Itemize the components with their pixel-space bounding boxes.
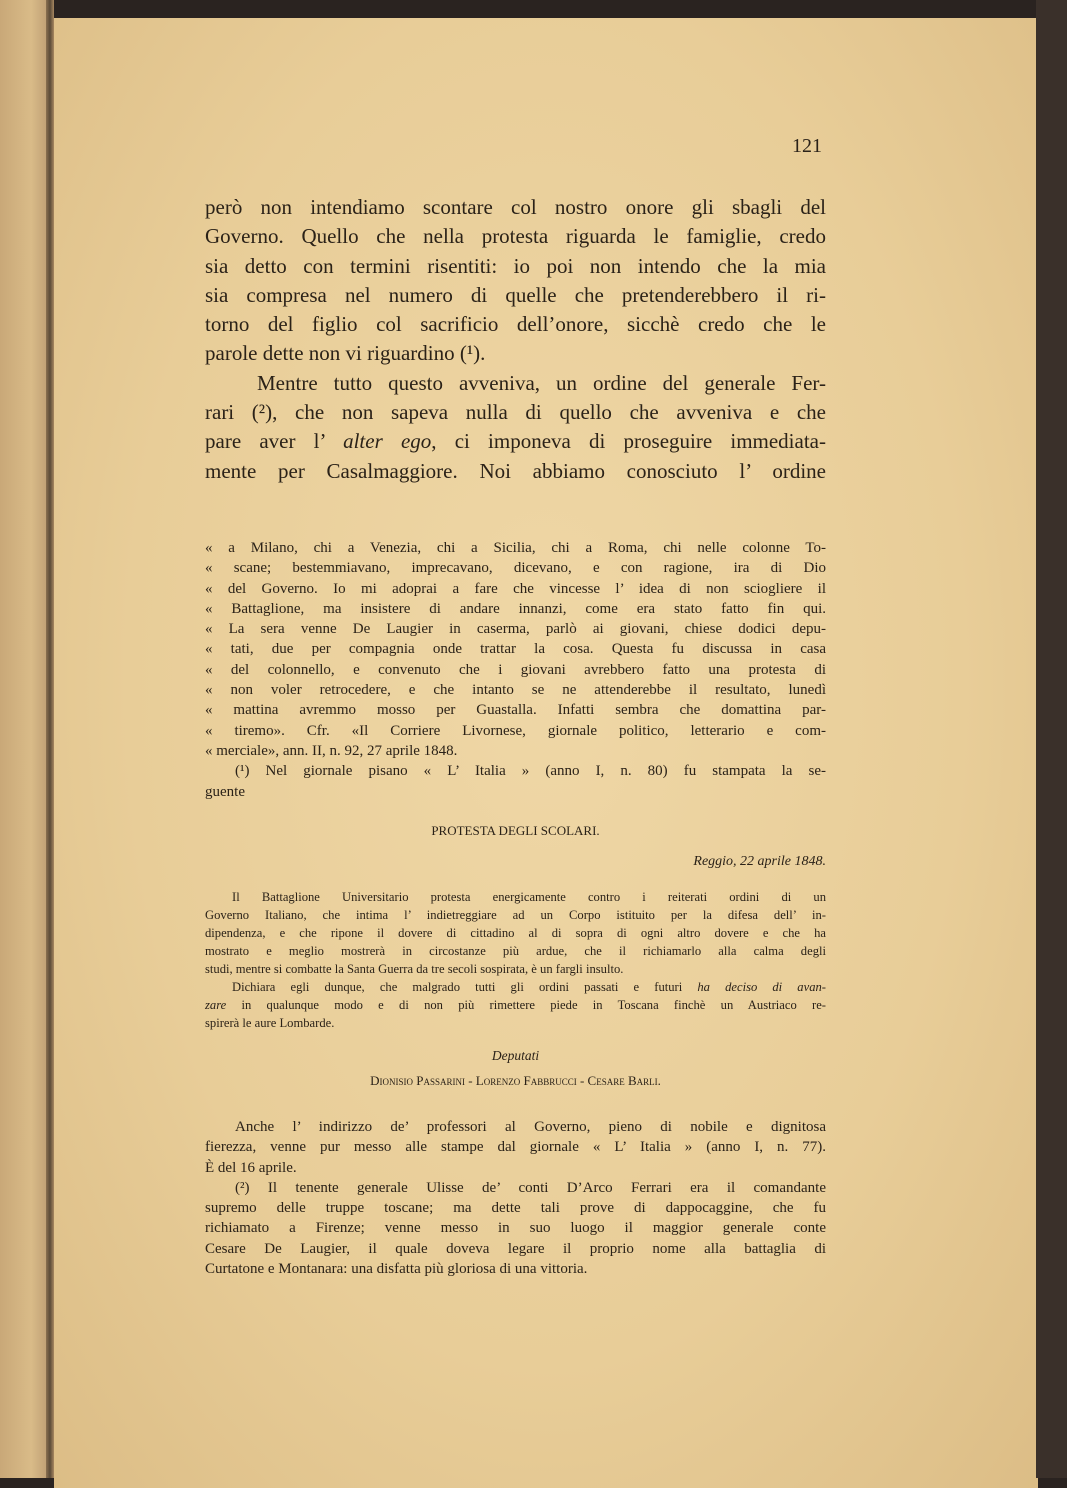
text-line: [205, 558, 826, 578]
protest-place-date: Reggio, 22 aprile 1848.: [693, 854, 826, 869]
text-line: [205, 996, 826, 1014]
scan-background: [1036, 0, 1067, 1478]
text-span: spirerà le aure Lombarde.: [205, 1016, 335, 1030]
text-line: [205, 281, 826, 310]
italic-text: alter ego: [343, 429, 432, 454]
text-span: studi, mentre si combatte la Santa Guerra da tre secoli sospirata, è un fargli insulto.: [205, 962, 624, 976]
text-span: fierezza, venne pur messo alle stampe dal giornale « L’ Italia » (anno I, n. 77).: [205, 1139, 826, 1156]
book-spine: [46, 0, 54, 1478]
italic-text: ha deciso di avan-: [697, 980, 826, 994]
text-span: (²) Il tenente generale Ulisse de’ conti D’Arco Ferrari era il comandante: [235, 1179, 826, 1196]
text-line: [205, 579, 826, 599]
text-span: dipendenza, e che ripone il dovere di cittadino al di sopra di ogni altro dovere e che ha: [205, 926, 826, 940]
text-span: « non voler retrocedere, e che intanto se ne attenderebbe il resultato, lunedì: [205, 682, 826, 699]
text-line: [205, 888, 826, 906]
text-line: [205, 193, 826, 222]
text-span: mostrato e meglio mostrerà in circostanze più ardue, che il richiamarlo alla calma degli: [205, 944, 826, 958]
text-span: « tiremo». Cfr. «Il Corriere Livornese, giornale politico, letterario e com-: [205, 722, 826, 739]
text-line: [205, 782, 826, 802]
text-line: [205, 1137, 826, 1157]
signature-label: Deputati: [491, 1048, 540, 1063]
italic-text: zare: [205, 998, 227, 1012]
main-text: [205, 193, 826, 486]
text-line: [205, 599, 826, 619]
text-line: [205, 538, 826, 558]
text-span: pare aver l’: [205, 429, 344, 454]
text-span: « mattina avremmo mosso per Guastalla. Infatti sembra che domattina par-: [205, 702, 826, 719]
text-line: [205, 639, 826, 659]
protest-document: [205, 822, 826, 1090]
text-span: « La sera venne De Laugier in caserma, parlò ai giovani, chiese dodici depu-: [205, 621, 826, 638]
footnote-1-continued: [205, 538, 826, 802]
text-span: È del 16 aprile.: [205, 1159, 297, 1176]
text-line: [205, 369, 826, 398]
text-line: [205, 1239, 826, 1259]
text-line: [205, 1259, 826, 1279]
text-line: [205, 978, 826, 996]
text-span: guente: [205, 783, 245, 800]
text-line: [205, 1158, 826, 1178]
text-span: « Battaglione, ma insistere di andare innanzi, come era stato fatto fin qui.: [205, 600, 826, 617]
footnote-2: [205, 1117, 826, 1279]
text-span: Cesare De Laugier, il quale doveva legare il proprio nome alla battaglia di: [205, 1240, 826, 1257]
text-span: (¹) Nel giornale pisano « L’ Italia » (anno I, n. 80) fu stampata la se-: [235, 763, 826, 780]
text-line: [205, 1178, 826, 1198]
text-line: [205, 1014, 826, 1032]
text-span: Curtatone e Montanara: una disfatta più gloriosa di una vittoria.: [205, 1261, 588, 1278]
text-line: [205, 680, 826, 700]
text-span: però non intendiamo scontare col nostro onore gli sbagli del: [205, 195, 826, 219]
text-span: « del colonnello, e convenuto che i giovani avrebbero fatto una protesta di: [205, 661, 826, 678]
text-span: « tati, due per compagnia onde trattar la cosa. Questa fu discussa in casa: [205, 641, 826, 658]
text-line: [205, 924, 826, 942]
text-line: [205, 761, 826, 781]
text-span: rari (²), che non sapeva nulla di quello che avveniva e che: [205, 400, 826, 425]
text-span: Mentre tutto questo avveniva, un ordine del generale Fer-: [257, 370, 826, 395]
text-span: torno del figlio col sacrificio dell’onore, sicchè credo che le: [205, 312, 826, 337]
text-line: [205, 660, 826, 680]
page-number: 121: [792, 135, 822, 157]
text-span: mente per Casalmaggiore. Noi abbiamo conosciuto l’ ordine: [205, 458, 826, 483]
text-line: [205, 427, 826, 456]
text-line: [205, 398, 826, 427]
text-line: [205, 960, 826, 978]
text-span: sia detto con termini risentiti: io poi non intendo che la mia: [205, 253, 826, 278]
text-span: Governo. Quello che nella protesta riguarda le famiglie, credo: [205, 224, 826, 249]
text-line: [205, 721, 826, 741]
text-span: Anche l’ indirizzo de’ professori al Governo, pieno di nobile e dignitosa: [235, 1119, 826, 1135]
text-line: [205, 222, 826, 251]
text-line: [205, 1117, 826, 1137]
protest-body: [205, 888, 826, 1032]
text-line: [205, 310, 826, 339]
text-line: [205, 457, 826, 486]
text-span: , ci imponeva di proseguire immediata-: [431, 429, 826, 454]
text-span: « merciale», ann. II, n. 92, 27 aprile 1848.: [205, 742, 458, 759]
text-span: Governo Italiano, che intima l’ indietreggiare ad un Corpo istituito per la difesa dell’ in-: [205, 908, 826, 922]
text-line: [205, 741, 826, 761]
text-line: [205, 700, 826, 720]
text-line: [205, 619, 826, 639]
text-line: [205, 1198, 826, 1218]
text-line: [205, 339, 826, 368]
text-line: [205, 942, 826, 960]
signatories: Dionisio Passarini - Lorenzo Fabbrucci - Cesare Barli.: [370, 1073, 661, 1088]
text-span: « a Milano, chi a Venezia, chi a Sicilia, chi a Roma, chi nelle colonne To-: [205, 540, 826, 556]
facing-page-edge: [0, 0, 52, 1478]
protest-title: PROTESTA DEGLI SCOLARI.: [431, 823, 600, 838]
text-line: [205, 906, 826, 924]
text-span: « del Governo. Io mi adoprai a fare che vincesse l’ idea di non sciogliere il: [205, 580, 826, 597]
text-span: supremo delle truppe toscane; ma dette tali prove di dappocaggine, che fu: [205, 1200, 826, 1217]
text-span: sia compresa nel numero di quelle che pretenderebbero il ri-: [205, 282, 826, 307]
text-span: richiamato a Firenze; venne messo in suo luogo il maggior generale conte: [205, 1220, 826, 1237]
text-span: Dichiara egli dunque, che malgrado tutti gli ordini passati e futuri: [232, 980, 698, 994]
text-span: in qualunque modo e di non più rimettere piede in Toscana finchè un Austriaco re-: [226, 998, 826, 1012]
text-line: [205, 1218, 826, 1238]
text-line: [205, 252, 826, 281]
text-span: parole dette non vi riguardino (¹).: [205, 341, 486, 366]
text-span: « scane; bestemmiavano, imprecavano, dicevano, e con ragione, ira di Dio: [205, 560, 826, 577]
text-span: Il Battaglione Universitario protesta energicamente contro i reiterati ordini di un: [232, 890, 826, 904]
